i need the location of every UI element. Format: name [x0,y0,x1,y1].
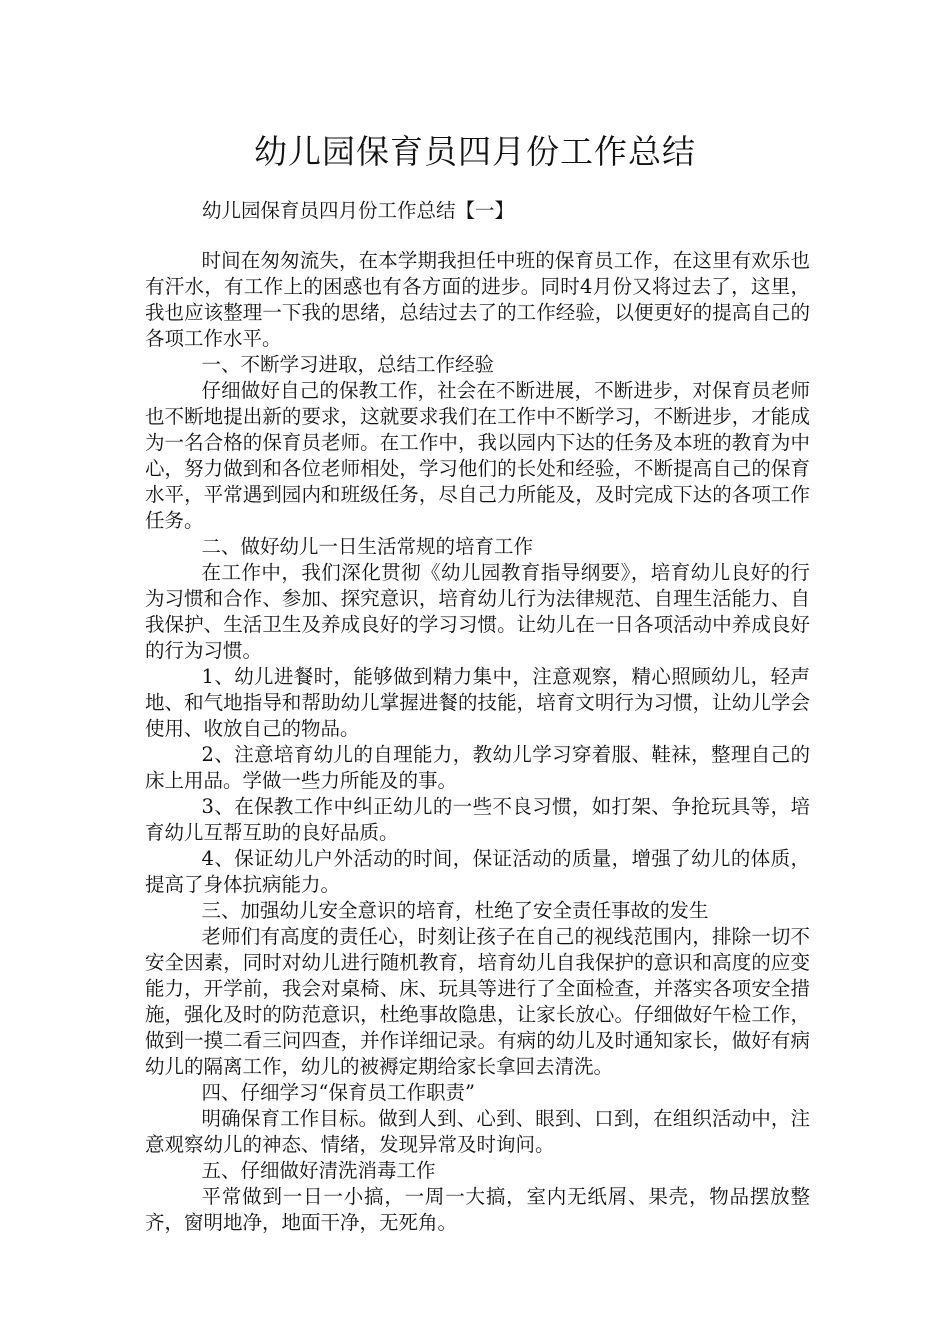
list-item-3: 3、在保教工作中纠正幼儿的一些不良习惯，如打架、争抢玩具等，培育幼儿互帮互助的良好品质。 [145,795,810,844]
document-subtitle: 幼儿园保育员四月份工作总结【一】 [202,199,515,222]
section-heading-5: 五、仔细做好清洗消毒工作 [201,1159,436,1182]
list-item-1: 1、幼儿进餐时，能够做到精力集中，注意观察，精心照顾幼儿，轻声地、和气地指导和帮助幼儿掌握进餐的技能，培育文明行为习惯，让幼儿学会使用、收放自己的物品。 [145,665,810,740]
paragraph-section-5: 平常做到一日一小搞，一周一大搞，室内无纸屑、果壳，物品摆放整齐，窗明地净，地面干净，无死角。 [145,1185,810,1234]
paragraph-section-3: 老师们有高度的责任心，时刻让孩子在自己的视线范围内，排除一切不安全因素，同时对幼儿进行随机教育，培育幼儿自我保护的意识和高度的应变能力，开学前，我会对桌椅、床、玩具等进行了全面检查，并落实各项安全措施，强化及时的防范意识，杜绝事故隐患，让家长放心。仔细做好午检工作，做到一摸二看三问四查，并作详细记录。有病的幼儿及时通知家长，做好有病幼儿的隔离工作，幼儿的被褥定期给家长拿回去清洗。 [145,925,810,1078]
section-heading-3: 三、加强幼儿安全意识的培育，杜绝了安全责任事故的发生 [201,899,709,922]
document-body [145,248,810,1236]
section-heading-2: 二、做好幼儿一日生活常规的培育工作 [201,535,534,558]
section-heading-4: 四、仔细学习“保育员工作职责” [201,1081,475,1104]
paragraph-intro: 时间在匆匆流失，在本学期我担任中班的保育员工作，在这里有欢乐也有汗水，有工作上的困惑也有各方面的进步。同时4月份又将过去了，这里，我也应该整理一下我的思绪，总结过去了的工作经验，以便更好的提高自己的各项工作水平。 [145,249,810,350]
paragraph-section-4: 明确保育工作目标。做到人到、心到、眼到、口到，在组织活动中，注意观察幼儿的神态、情绪，发现异常及时询问。 [145,1107,810,1156]
section-heading-1: 一、不断学习进取，总结工作经验 [201,353,495,376]
list-item-2: 2、注意培育幼儿的自理能力，教幼儿学习穿着服、鞋袜，整理自己的床上用品。学做一些力所能及的事。 [145,743,810,792]
list-item-4: 4、保证幼儿户外活动的时间，保证活动的质量，增强了幼儿的体质，提高了身体抗病能力。 [145,847,810,896]
document-title: 幼儿园保育员四月份工作总结 [254,132,696,171]
paragraph-section-2: 在工作中，我们深化贯彻《幼儿园教育指导纲要》，培育幼儿良好的行为习惯和合作、参加、探究意识，培育幼儿行为法律规范、自理生活能力、自我保护、生活卫生及养成良好的学习习惯。让幼儿在一日各项活动中养成良好的行为习惯。 [145,561,810,662]
paragraph-section-1: 仔细做好自己的保教工作，社会在不断进展，不断进步，对保育员老师也不断地提出新的要求，这就要求我们在工作中不断学习，不断进步，才能成为一名合格的保育员老师。在工作中，我以园内下达的任务及本班的教育为中心，努力做到和各位老师相处，学习他们的长处和经验，不断提高自己的保育水平，平常遇到园内和班级任务，尽自己力所能及，及时完成下达的各项工作任务。 [145,379,810,532]
